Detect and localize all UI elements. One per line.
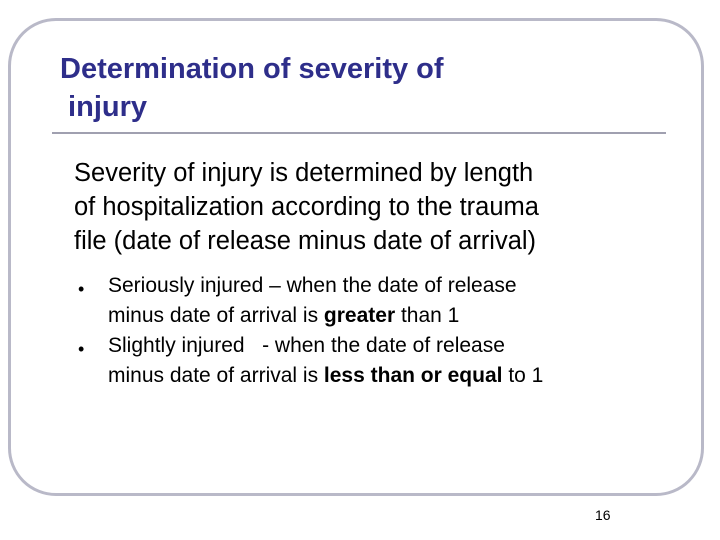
bullet-text: to 1 <box>502 364 544 387</box>
bullet-item-slightly-injured <box>78 331 543 391</box>
intro-line-3: file (date of release minus date of arrival) <box>74 227 537 255</box>
bullet-text: minus date of arrival is <box>108 304 324 327</box>
title-line-1: Determination of severity of <box>60 53 444 85</box>
page-number: 16 <box>595 507 611 523</box>
bullet-line-2 <box>108 301 543 331</box>
bullet-line-1: Seriously injured – when the date of release <box>108 274 517 297</box>
bullet-item-seriously-injured <box>78 271 543 331</box>
slide-title <box>60 50 444 126</box>
intro-line-2: of hospitalization according to the trauma <box>74 193 539 221</box>
bullet-line-1: Slightly injured - when the date of release <box>108 334 505 357</box>
bullet-icon: • <box>78 279 85 299</box>
bullet-emphasis: greater <box>323 304 396 327</box>
intro-line-1: Severity of injury is determined by length <box>74 159 534 187</box>
bullet-line-2 <box>108 361 543 391</box>
bullet-text: minus date of arrival is <box>108 364 324 387</box>
title-divider <box>52 132 666 134</box>
bullet-emphasis: less than or equal <box>323 364 503 387</box>
bullet-list <box>78 271 543 391</box>
bullet-text: than 1 <box>395 304 460 327</box>
title-line-2: injury <box>60 91 148 123</box>
intro-paragraph <box>74 156 539 258</box>
bullet-icon: • <box>78 339 85 359</box>
